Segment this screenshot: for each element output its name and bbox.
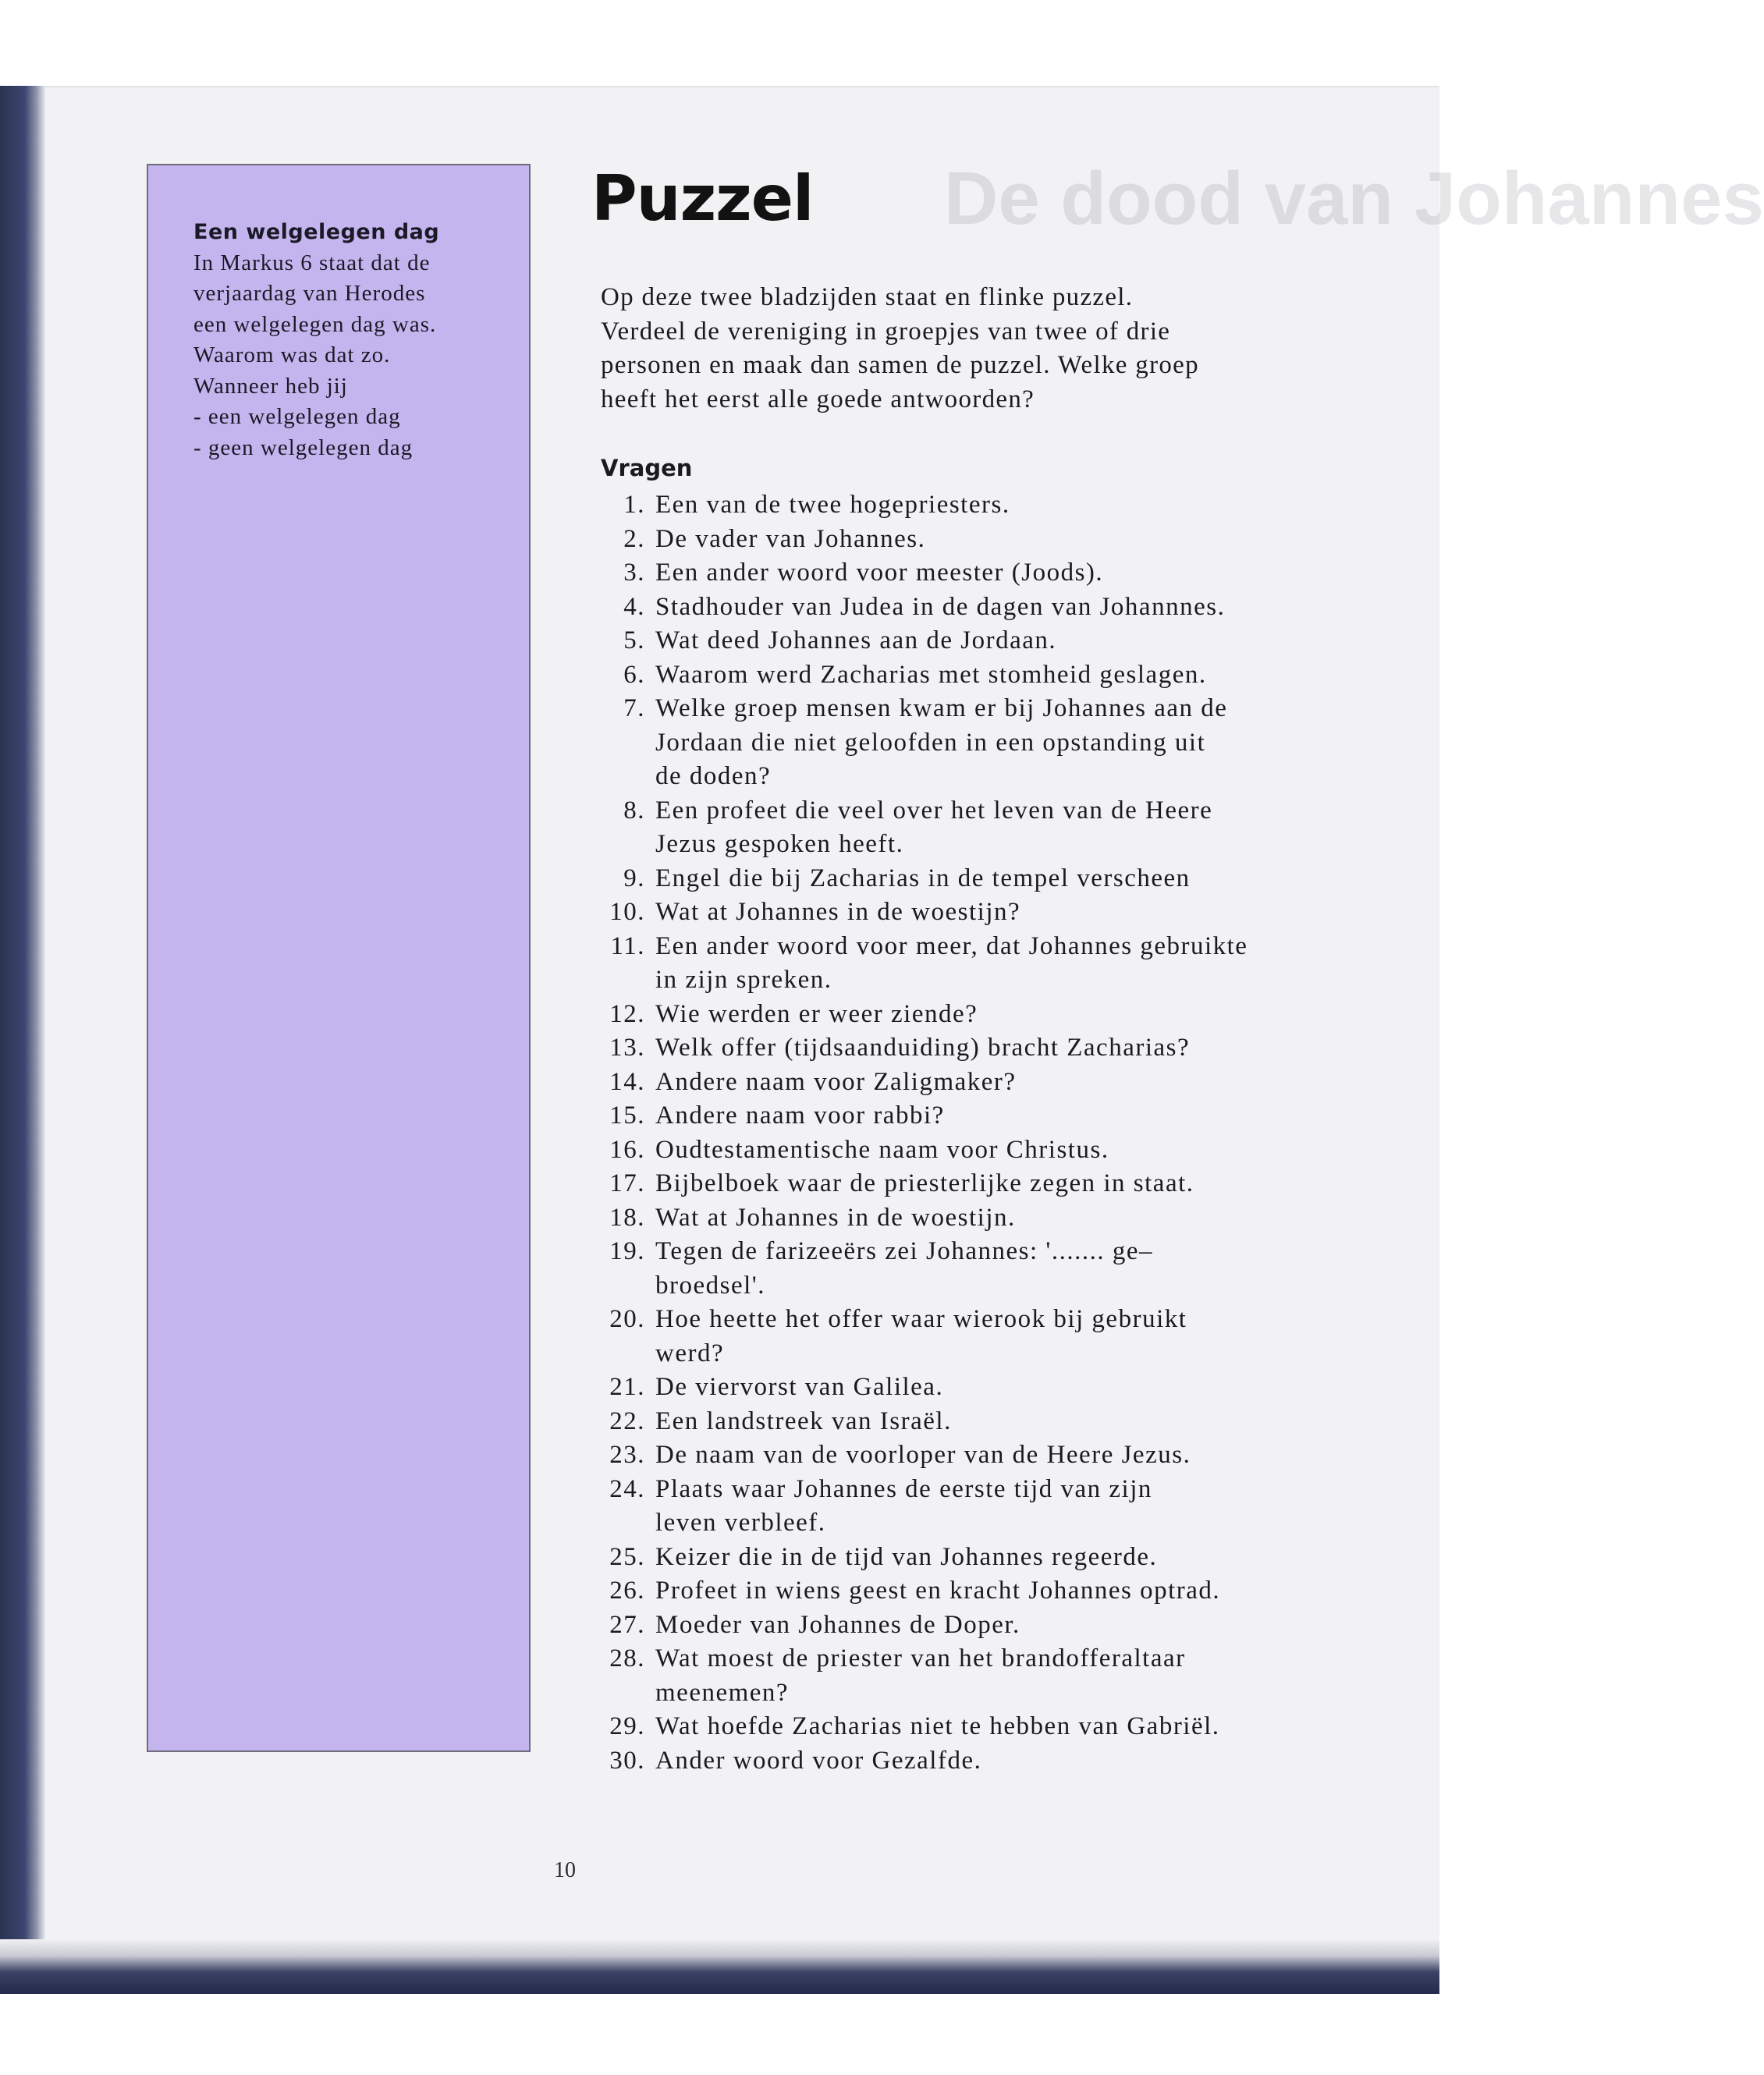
sidebar-content — [193, 217, 513, 463]
question-text: Profeet in wiens geest en kracht Johannes optrad. — [655, 1577, 1221, 1605]
question-number — [601, 760, 645, 794]
question-number: 21. — [609, 1373, 645, 1401]
question-number: 17. — [609, 1169, 645, 1197]
question-text: in zijn spreken. — [655, 966, 832, 994]
question-number: 27. — [609, 1610, 645, 1639]
question-number: 7. — [623, 694, 645, 722]
question-number: 4. — [623, 592, 645, 621]
question-item — [601, 1066, 1412, 1100]
question-text: broedsel'. — [655, 1271, 765, 1300]
question-number — [601, 1337, 645, 1371]
sidebar-line: - geen welgelegen dag — [193, 435, 413, 460]
question-text: De vader van Johannes. — [655, 524, 926, 553]
question-item — [601, 862, 1412, 896]
question-text: Moeder van Johannes de Doper. — [655, 1610, 1020, 1639]
question-number: 9. — [623, 864, 645, 892]
intro-line: heeft het eerst alle goede antwoorden? — [601, 385, 1035, 413]
question-number: 23. — [609, 1441, 645, 1469]
sidebar-line: Waarom was dat zo. — [193, 342, 391, 367]
question-text: Stadhouder van Judea in de dagen van Johannnes. — [655, 592, 1226, 621]
question-item — [601, 1133, 1412, 1168]
question-item — [601, 896, 1412, 930]
question-item — [601, 1337, 1412, 1371]
intro-line: Verdeel de vereniging in groepjes van twee of drie — [601, 317, 1171, 346]
question-number: 26. — [609, 1577, 645, 1605]
question-text: Wat deed Johannes aan de Jordaan. — [655, 626, 1057, 654]
question-item — [601, 726, 1412, 761]
question-item — [601, 828, 1412, 862]
question-number: 11. — [610, 931, 645, 960]
sidebar-text — [193, 248, 513, 464]
question-number: 1. — [623, 491, 645, 519]
question-text: Een van de twee hogepriesters. — [655, 491, 1010, 519]
question-item — [601, 1438, 1412, 1473]
show-through-text: De dood van Johannes — [944, 157, 1764, 240]
question-text: Jezus gespoken heeft. — [655, 830, 904, 858]
question-text: Wie werden er weer ziende? — [655, 999, 978, 1028]
question-item — [601, 794, 1412, 828]
question-text: Wat at Johannes in de woestijn? — [655, 898, 1021, 926]
question-number: 12. — [609, 999, 645, 1028]
intro-line: Op deze twee bladzijden staat en flinke puzzel. — [601, 283, 1134, 311]
sidebar-line: In Markus 6 staat dat de — [193, 250, 431, 275]
question-text: Tegen de farizeeërs zei Johannes: '....... ge– — [655, 1237, 1153, 1265]
question-number: 28. — [609, 1644, 645, 1672]
question-number: 19. — [609, 1237, 645, 1265]
sidebar-title: Een welgelegen dag — [193, 220, 440, 244]
question-text: Andere naam voor Zaligmaker? — [655, 1067, 1017, 1096]
question-number: 5. — [623, 626, 645, 654]
question-text: werd? — [655, 1339, 725, 1367]
question-item — [601, 1609, 1412, 1643]
question-text: Wat moest de priester van het brandofferaltaar — [655, 1644, 1186, 1672]
question-number: 18. — [609, 1203, 645, 1232]
sidebar-box — [147, 164, 531, 1752]
question-text: meenemen? — [655, 1678, 790, 1707]
question-item — [601, 1099, 1412, 1133]
question-item — [601, 1473, 1412, 1507]
question-item — [601, 1269, 1412, 1304]
question-number: 8. — [623, 796, 645, 825]
question-number: 3. — [623, 559, 645, 587]
question-number: 10. — [609, 898, 645, 926]
question-text: Plaats waar Johannes de eerste tijd van zijn — [655, 1474, 1152, 1503]
question-item — [601, 963, 1412, 998]
question-item — [601, 1676, 1412, 1711]
question-item — [601, 1506, 1412, 1541]
question-number: 29. — [609, 1712, 645, 1740]
question-text: leven verbleef. — [655, 1509, 826, 1537]
question-text: Welk offer (tijdsaanduiding) bracht Zacharias? — [655, 1034, 1191, 1062]
intro-paragraph — [601, 281, 1404, 417]
page-title: Puzzel — [591, 162, 814, 235]
question-number: 14. — [609, 1067, 645, 1096]
section-heading: Vragen — [601, 455, 693, 481]
question-item — [601, 591, 1412, 625]
question-item — [601, 1303, 1412, 1337]
question-item — [601, 1235, 1412, 1269]
question-number — [601, 1506, 645, 1541]
question-number: 20. — [609, 1305, 645, 1333]
question-number: 2. — [623, 524, 645, 553]
question-number — [601, 828, 645, 862]
question-text: Keizer die in de tijd van Johannes regeerde. — [655, 1542, 1158, 1571]
question-text: Bijbelboek waar de priesterlijke zegen in staat. — [655, 1169, 1194, 1197]
question-text: De viervorst van Galilea. — [655, 1373, 944, 1401]
question-number: 6. — [623, 660, 645, 689]
sidebar-line: verjaardag van Herodes — [193, 281, 426, 306]
question-number: 22. — [609, 1406, 645, 1435]
question-text: Waarom werd Zacharias met stomheid geslagen. — [655, 660, 1207, 689]
question-text: Een ander woord voor meester (Joods). — [655, 559, 1104, 587]
question-text: de doden? — [655, 762, 772, 790]
question-item — [601, 760, 1412, 794]
question-item — [601, 1642, 1412, 1676]
question-item — [601, 1405, 1412, 1439]
question-list — [601, 488, 1412, 1778]
question-item — [601, 930, 1412, 964]
question-text: Een landstreek van Israël. — [655, 1406, 952, 1435]
question-text: Andere naam voor rabbi? — [655, 1101, 945, 1130]
question-item — [601, 624, 1412, 658]
question-item — [601, 1201, 1412, 1236]
sidebar-line: Wanneer heb jij — [193, 373, 348, 399]
question-number: 24. — [609, 1474, 645, 1503]
question-item — [601, 1371, 1412, 1405]
question-number — [601, 1269, 645, 1304]
question-number: 16. — [609, 1135, 645, 1164]
question-text: Hoe heette het offer waar wierook bij gebruikt — [655, 1305, 1187, 1333]
intro-line: personen en maak dan samen de puzzel. Welke groep — [601, 351, 1199, 379]
question-text: Jordaan die niet geloofden in een opstanding uit — [655, 728, 1206, 757]
question-item — [601, 658, 1412, 693]
question-item — [601, 1031, 1412, 1066]
question-text: Ander woord voor Gezalfde. — [655, 1746, 982, 1775]
question-item — [601, 1710, 1412, 1744]
question-number — [601, 1676, 645, 1711]
sidebar-line: - een welgelegen dag — [193, 404, 401, 429]
book-cover-bottom — [0, 1939, 1439, 1994]
sidebar-line: een welgelegen dag was. — [193, 311, 437, 337]
question-text: Een ander woord voor meer, dat Johannes gebruikte — [655, 931, 1248, 960]
page-number: 10 — [554, 1858, 576, 1882]
question-item — [601, 998, 1412, 1032]
question-item — [601, 488, 1412, 523]
question-text: Wat at Johannes in de woestijn. — [655, 1203, 1016, 1232]
question-number — [601, 726, 645, 761]
book-cover-edge — [0, 86, 45, 1993]
question-number: 30. — [609, 1746, 645, 1775]
question-number: 25. — [609, 1542, 645, 1571]
question-item — [601, 1541, 1412, 1575]
question-text: Een profeet die veel over het leven van de Heere — [655, 796, 1213, 825]
question-text: Engel die bij Zacharias in de tempel verscheen — [655, 864, 1191, 892]
question-item — [601, 523, 1412, 557]
question-item — [601, 1574, 1412, 1609]
question-number: 13. — [609, 1034, 645, 1062]
question-text: Wat hoefde Zacharias niet te hebben van Gabriël. — [655, 1712, 1220, 1740]
question-text: De naam van de voorloper van de Heere Jezus. — [655, 1441, 1191, 1469]
question-item — [601, 556, 1412, 591]
question-text: Welke groep mensen kwam er bij Johannes aan de — [655, 694, 1228, 722]
question-text: Oudtestamentische naam voor Christus. — [655, 1135, 1109, 1164]
question-number: 15. — [609, 1101, 645, 1130]
question-number — [601, 963, 645, 998]
question-item — [601, 1744, 1412, 1779]
question-item — [601, 1167, 1412, 1201]
question-item — [601, 692, 1412, 726]
